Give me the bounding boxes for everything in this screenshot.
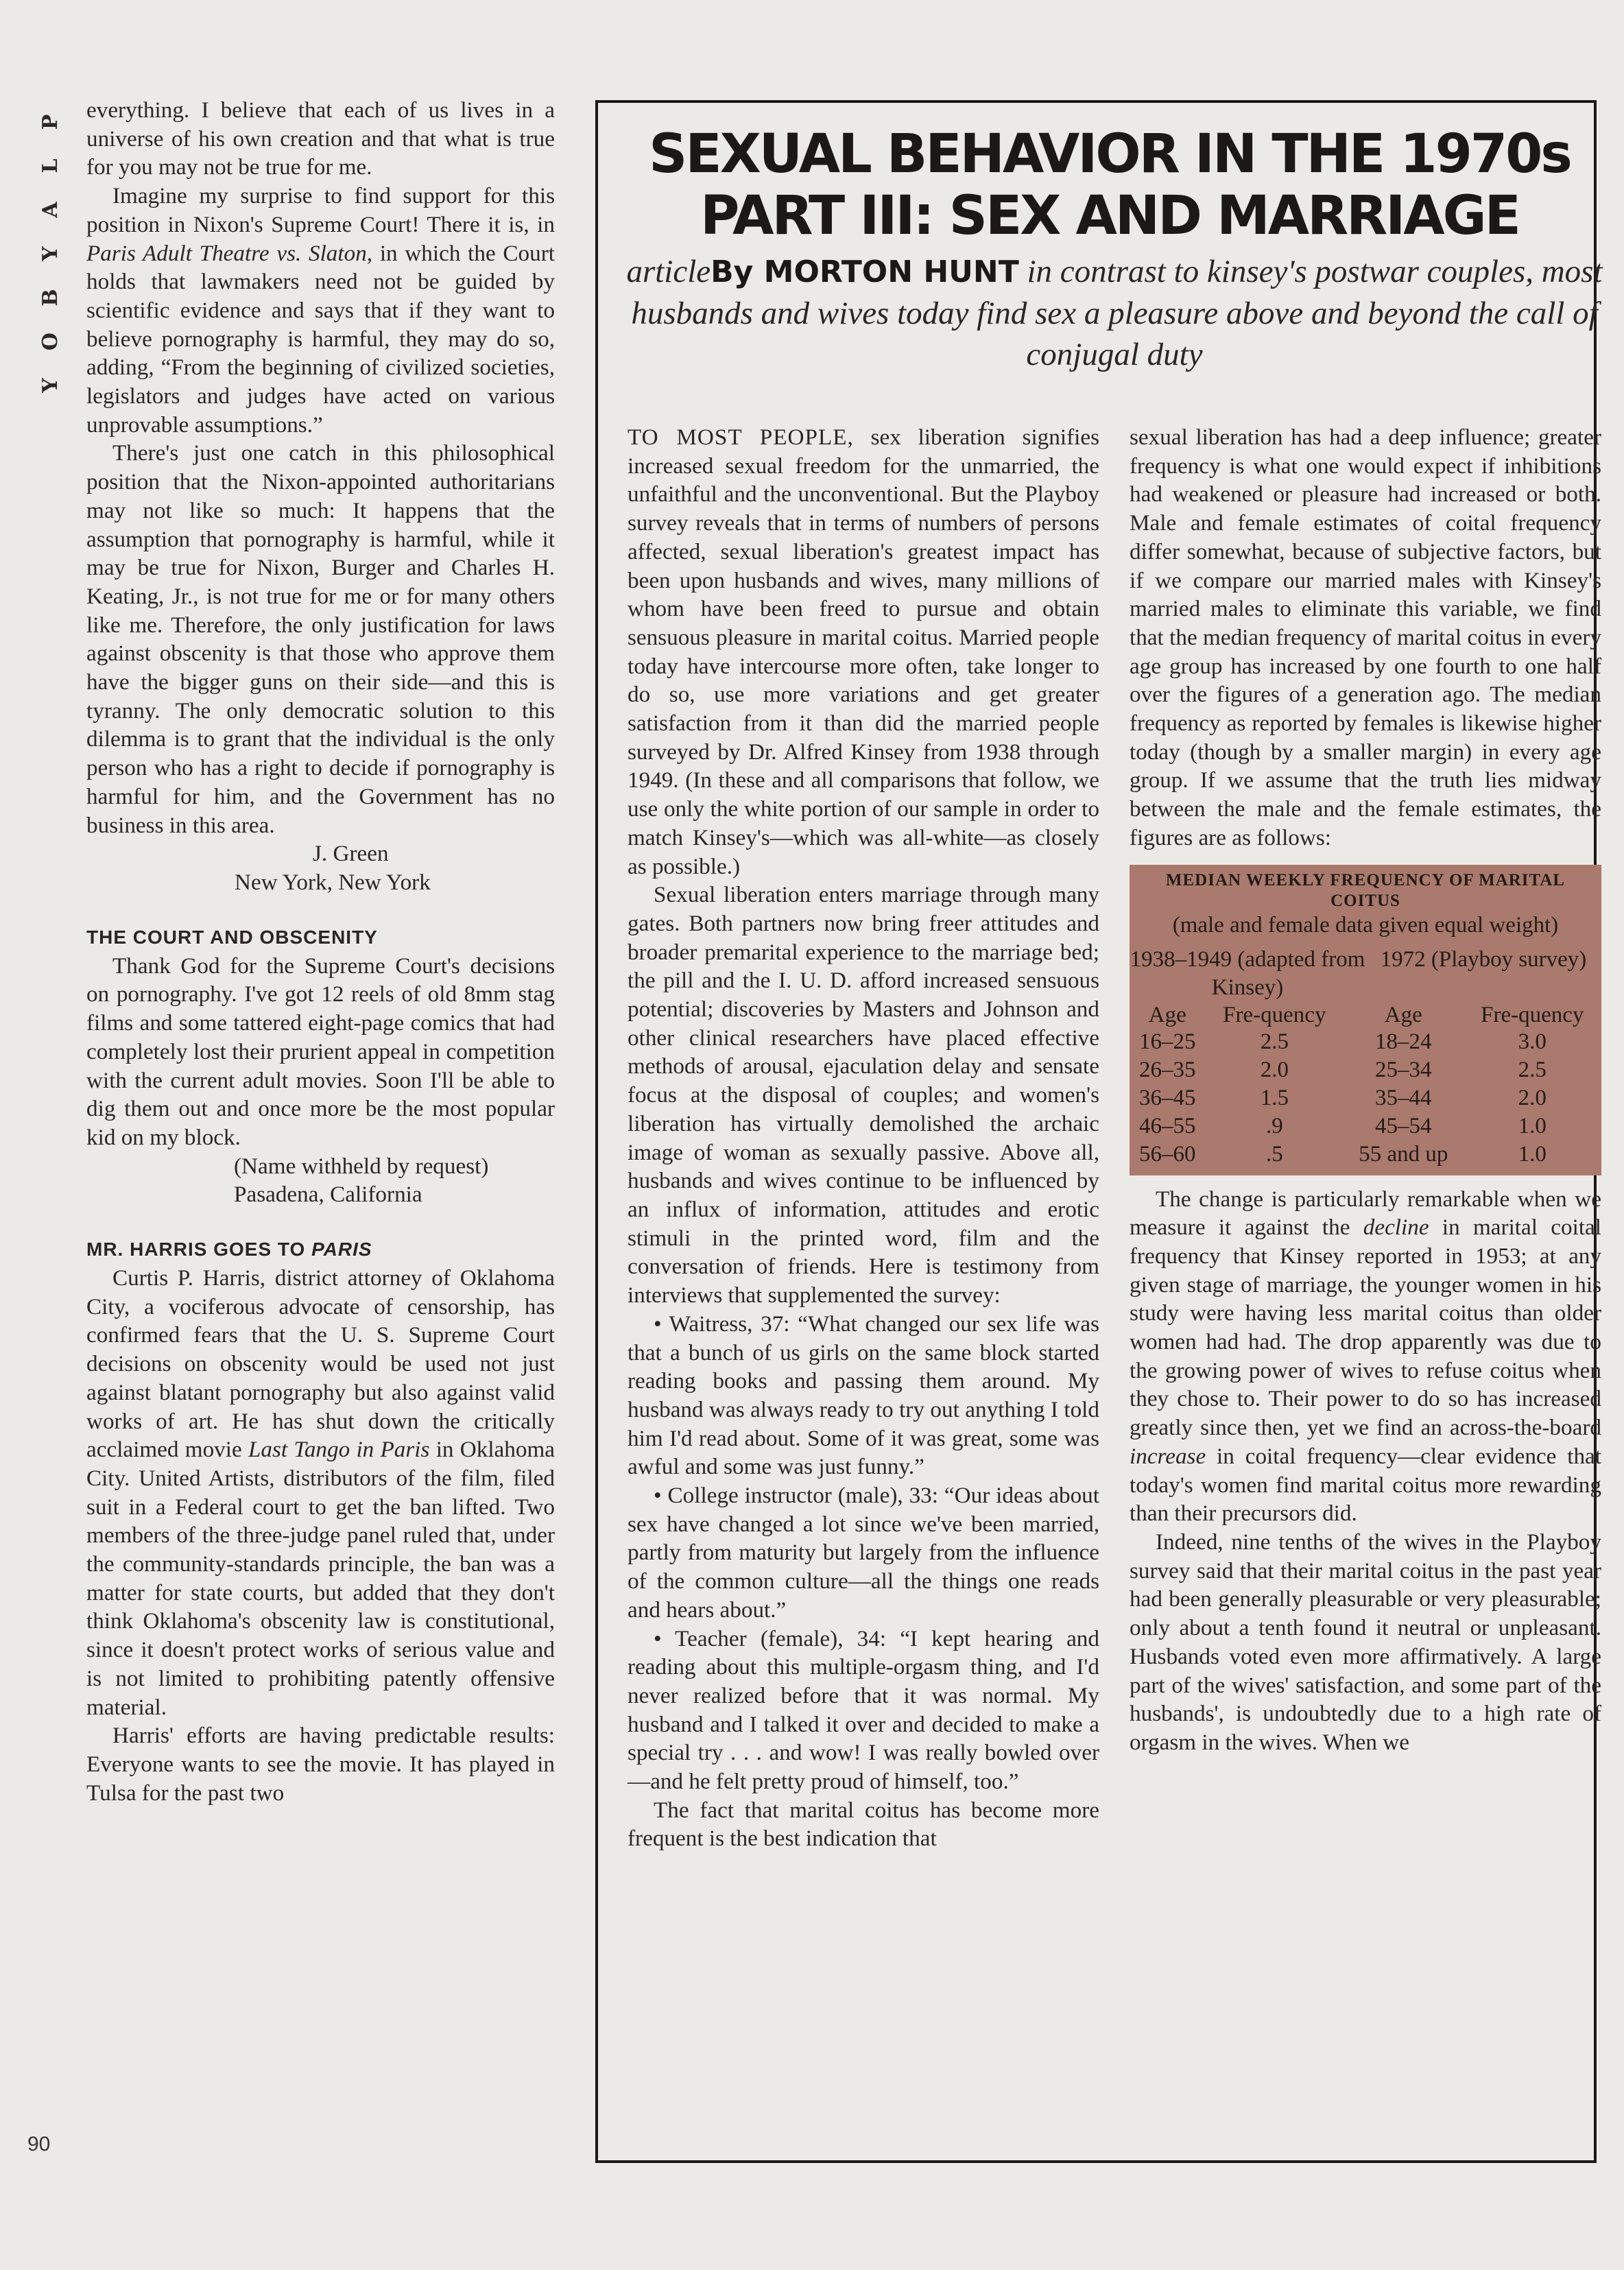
table-cell: 1.0	[1518, 1113, 1547, 1138]
masthead-letter: P	[38, 114, 62, 130]
article-quote: • Teacher (female), 34: “I kept hearing and reading about this multiple-orgasm thing, and I'd never realized before that it was normal. My husband and I talked it over and decided to make a special try . . . and wow! I was really bowled over—and he felt pretty proud of himself, too.”	[628, 1625, 1099, 1795]
article-paragraph: The fact that marital coitus has become more frequent is the best indication that	[628, 1797, 1099, 1852]
table-col-age: Age	[1384, 1002, 1422, 1027]
letter-paragraph: Imagine my surprise to find support for this position in Nixon's Supreme Court! There it is, in Paris Adult Theatre vs. Slaton, in which the Court holds that lawmakers need not be guided by scientific evidence and says that if they want to believe pornography is harmful, they may do so, adding, “From the beginning of civilized societies, legislators and judges have acted on various unprovable assumptions.”	[86, 183, 555, 438]
table-row	[1130, 1084, 1601, 1112]
masthead-letter: Y	[38, 246, 62, 261]
letters-column	[86, 96, 555, 1807]
section-heading: THE COURT AND OBSCENITY	[86, 926, 378, 948]
table-left-head: 1938–1949 (adapted from Kinsey)	[1130, 946, 1365, 1000]
table-cell: 18–24	[1375, 1029, 1432, 1054]
table-cell: 55 and up	[1359, 1141, 1448, 1167]
table-col-frequency: Fre-quency	[1223, 1002, 1326, 1027]
table-cell: 35–44	[1375, 1085, 1432, 1110]
table-col-frequency: Fre-quency	[1481, 1002, 1584, 1027]
table-cell: 1.5	[1260, 1085, 1289, 1110]
letter-paragraph: Curtis P. Harris, district attorney of Oklahoma City, a vociferous advocate of censorship, has confirmed fears that the U. S. Supreme Court decisions on obscenity would be used not just against blatant pornography but also against valid works of art. He has shut down the critically acclaimed movie Last Tango in Paris in Oklahoma City. United Artists, distributors of the film, filed suit in a Federal court to get the ban lifted. Two members of the three-judge panel ruled that, under the community-standards principle, the ban was a matter for state courts, but added that they don't think Oklahoma's obscenity law is constitutional, since it doesn't protect works of serious value and is not limited to prohibiting patently offensive material.	[86, 1265, 556, 1720]
table-cell: 1.0	[1518, 1141, 1547, 1167]
table-cell: .5	[1265, 1141, 1283, 1167]
table-title: MEDIAN WEEKLY FREQUENCY OF MARITAL COITUS	[1165, 870, 1566, 910]
table-cell: 2.5	[1518, 1057, 1547, 1082]
masthead-letter: A	[38, 202, 62, 218]
table-cell: 3.0	[1518, 1029, 1547, 1054]
article-paragraph: Indeed, nine tenths of the wives in the Playboy survey said that their marital coitus in the past year had been generally pleasurable or very pleasurable; only about a tenth found it neutral or unpleasant. Husbands voted even more affirmatively. A large part of the wives' satisfaction, and some part of the husbands', is undoubtedly due to a high rate of orgasm in the wives. When we	[1130, 1529, 1601, 1755]
table-cell: 36–45	[1139, 1085, 1196, 1110]
article-paragraph: The change is particularly remarkable when we measure it against the decline in marital coital frequency that Kinsey reported in 1953; at any given stage of marriage, the younger women in his study were having less marital coitus than older women had had. The drop apparently was due to the growing power of wives to refuse coitus when they chose to. Their power to do so has increased greatly since then, yet we find an across-the-board increase in coital frequency—clear evidence that today's women find marital coitus more rewarding than their precursors did.	[1130, 1186, 1601, 1527]
table-cell: .9	[1265, 1113, 1283, 1138]
letter-signature-name: (Name withheld by request)	[234, 1153, 489, 1179]
masthead-letter: Y	[38, 378, 62, 393]
table-row	[1130, 1028, 1601, 1056]
table-cell: 2.0	[1260, 1057, 1289, 1082]
author-byline: By MORTON HUNT	[710, 254, 1019, 289]
playboy-masthead	[37, 100, 64, 407]
table-col-age: Age	[1148, 1002, 1186, 1027]
table-cell: 25–34	[1375, 1057, 1432, 1082]
letter-signature-name: J. Green	[313, 841, 389, 867]
article-kicker: article	[626, 254, 711, 289]
table-row	[1130, 1112, 1601, 1140]
article-paragraph: TO MOST PEOPLE, sex liberation signifies increased sexual freedom for the unmarried, the unfaithful and the unconventional. But the Playboy survey reveals that in terms of numbers of persons affected, sexual liberation's greatest impact has been upon husbands and wives, many millions of whom have been freed to pursue and obtain sensuous pleasure in marital coitus. Married people today have intercourse more often, take longer to do so, use more variations and get greater satisfaction from it than did the married people surveyed by Dr. Alfred Kinsey from 1938 through 1949. (In these and all comparisons that follow, we use only the white portion of our sample in order to match Kinsey's—which was all-white—as closely as possible.)	[628, 425, 1099, 879]
article-paragraph: Sexual liberation enters marriage through many gates. Both partners now bring freer attitudes and broader premarital experience to the marriage bed; the pill and the I. U. D. afford increased sensuous potential; discoveries by Masters and Johnson and other clinical researchers have placed effective methods of arousal, ejaculation delay and sensate focus at the disposal of couples; and women's liberation has virtually demolished the archaic image of woman as sexually passive. Above all, husbands and wives continue to be influenced by an influx of information, attitudes and erotic stimuli in the printed word, film and the conversation of friends. Here is testimony from interviews that supplemented the survey:	[628, 882, 1099, 1309]
frequency-table	[1130, 865, 1601, 1175]
masthead-letter: B	[38, 289, 62, 307]
letter-signature-place: Pasadena, California	[234, 1182, 422, 1208]
letter-paragraph: everything. I believe that each of us lives in a universe of his own creation and that what is true for you may not be true for me.	[86, 97, 555, 180]
page-number: 90	[27, 2133, 51, 2155]
table-right-head: 1972 (Playboy survey)	[1380, 946, 1587, 972]
letter-paragraph: There's just one catch in this philosophical position that the Nixon-appointed authoritarians may not like so much: It happens that the assumption that pornography is harmful, while it may be true for Nixon, Burger and Charles H. Keating, Jr., is not true for me or for many others like me. Therefore, the only justification for laws against obscenity is that those who approve them have the bigger guns on their side—and this is tyranny. The only democratic solution to this dilemma is to grant that the individual is the only person who has a right to decide if pornography is harmful for him, and the Government has no business in this area.	[86, 440, 555, 838]
masthead-letter: L	[38, 158, 62, 174]
table-row	[1130, 1140, 1601, 1169]
article-quote: • College instructor (male), 33: “Our ideas about sex have changed a lot since we've been married, partly from maturity but largely from the influence of the common culture—all the things one reads and hears about.”	[628, 1483, 1099, 1623]
article-dek: in contrast to kinsey's postwar couples, most husbands and wives today find sex a pleasure above and beyond the call of conjugal duty	[631, 254, 1603, 372]
table-subtitle: (male and female data given equal weight)	[1172, 912, 1559, 937]
table-grid	[1130, 1002, 1601, 1169]
section-heading: MR. HARRIS GOES TO PARIS	[86, 1239, 372, 1261]
letter-signature-place: New York, New York	[235, 869, 431, 895]
table-cell: 56–60	[1139, 1141, 1196, 1167]
letter-paragraph: Thank God for the Supreme Court's decisions on pornography. I've got 12 reels of old 8mm stag films and some tattered eight-page comics that had completely lost their prurient appeal in competition with the current adult movies. Soon I'll be able to dig them out and once more be the most popular kid on my block.	[86, 953, 555, 1150]
masthead-letter: O	[38, 332, 62, 351]
table-row	[1130, 1056, 1601, 1084]
article-column-2	[1130, 423, 1601, 1757]
article-column-1	[628, 423, 1099, 1853]
article-quote: • Waitress, 37: “What changed our sex life was that a bunch of us girls on the same block started reading books and passing them around. My husband was always ready to try out anything I told him I'd read about. Some of it was great, some was awful and some was just funny.”	[628, 1311, 1099, 1480]
table-cell: 26–35	[1139, 1057, 1196, 1082]
article-title: SEXUAL BEHAVIOR IN THE 1970s PART III: SEX AND MARRIAGE	[649, 123, 1571, 247]
table-cell: 45–54	[1375, 1113, 1432, 1138]
table-cell: 2.5	[1260, 1029, 1289, 1054]
table-cell: 2.0	[1518, 1085, 1547, 1110]
table-cell: 46–55	[1139, 1113, 1196, 1138]
article-paragraph: sexual liberation has had a deep influence; greater frequency is what one would expect if inhibitions had weakened or pleasure had increased or both. Male and female estimates of coital frequency differ somewhat, because of subjective factors, but if we compare our married males with Kinsey's married males to eliminate this variable, we find that the median frequency of marital coitus in every age group has increased by one fourth to one half over the figures of a generation ago. The median frequency as reported by females is likewise higher today (though by a smaller margin) in every age group. If we assume that the truth lies midway between the male and the female estimates, the figures are as follows:	[1130, 425, 1601, 850]
article-byline	[617, 251, 1612, 375]
letter-paragraph: Harris' efforts are having predictable results: Everyone wants to see the movie. It has played in Tulsa for the past two	[86, 1723, 555, 1806]
table-cell: 16–25	[1139, 1029, 1196, 1054]
